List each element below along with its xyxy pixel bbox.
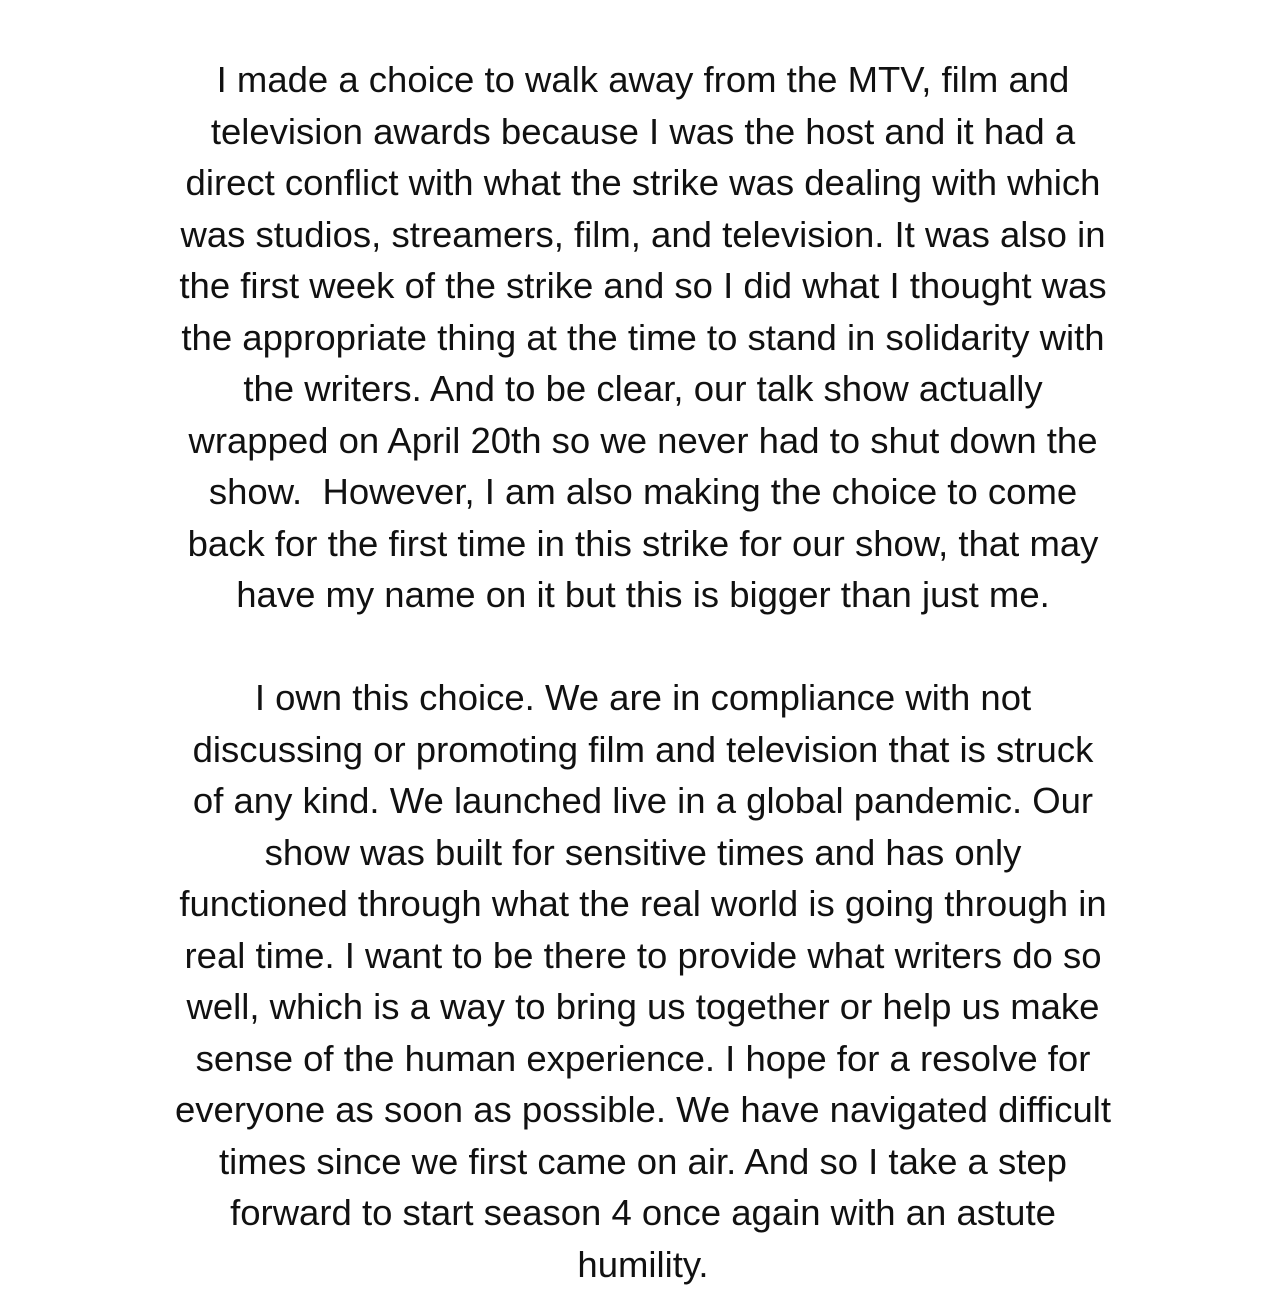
text-line: of any kind. We launched live in a global pandemic. Our: [192, 780, 1094, 821]
text-line: wrapped on April 20th so we never had to shut down the: [188, 419, 1098, 461]
paragraph-spacer: [0, 621, 1286, 673]
text-line: times since we first came on air. And so I take a step: [218, 1140, 1067, 1182]
text-line: the first week of the strike and so I did what I thought was: [179, 265, 1107, 306]
text-line: sense of the human experience. I hope for a resolve for: [195, 1037, 1091, 1079]
paragraph-2: [0, 672, 1286, 1290]
text-line: show was built for sensitive times and has only: [264, 831, 1022, 873]
text-line: forward to start season 4 once again with an astute: [230, 1192, 1056, 1233]
text-line: the writers. And to be clear, our talk show actually: [243, 368, 1043, 409]
text-line: real time. I want to be there to provide what writers do so: [184, 934, 1102, 976]
statement-text: [0, 54, 1286, 1290]
text-line: was studios, streamers, film, and television. It was also in: [180, 213, 1106, 255]
text-line: the appropriate thing at the time to stand in solidarity with: [181, 316, 1105, 358]
text-line: television awards because I was the host and it had a: [210, 110, 1076, 152]
text-line: functioned through what the real world is going through in: [179, 883, 1107, 924]
text-line: well, which is a way to bring us together or help us make: [186, 986, 1100, 1027]
text-line: I own this choice. We are in compliance with not: [254, 677, 1032, 718]
text-line: everyone as soon as possible. We have navigated difficult: [174, 1089, 1112, 1130]
text-line: discussing or promoting film and television that is struck: [192, 728, 1094, 770]
text-line: humility.: [577, 1243, 709, 1285]
text-line: have my name on it but this is bigger than just me.: [236, 574, 1050, 615]
text-line: back for the first time in this strike for our show, that may: [187, 522, 1099, 564]
text-line: direct conflict with what the strike was dealing with which: [185, 162, 1101, 203]
paragraph-1: [0, 54, 1286, 621]
text-line: show. However, I am also making the choice to come: [208, 471, 1078, 512]
text-line: I made a choice to walk away from the MTV, film and: [216, 59, 1070, 100]
